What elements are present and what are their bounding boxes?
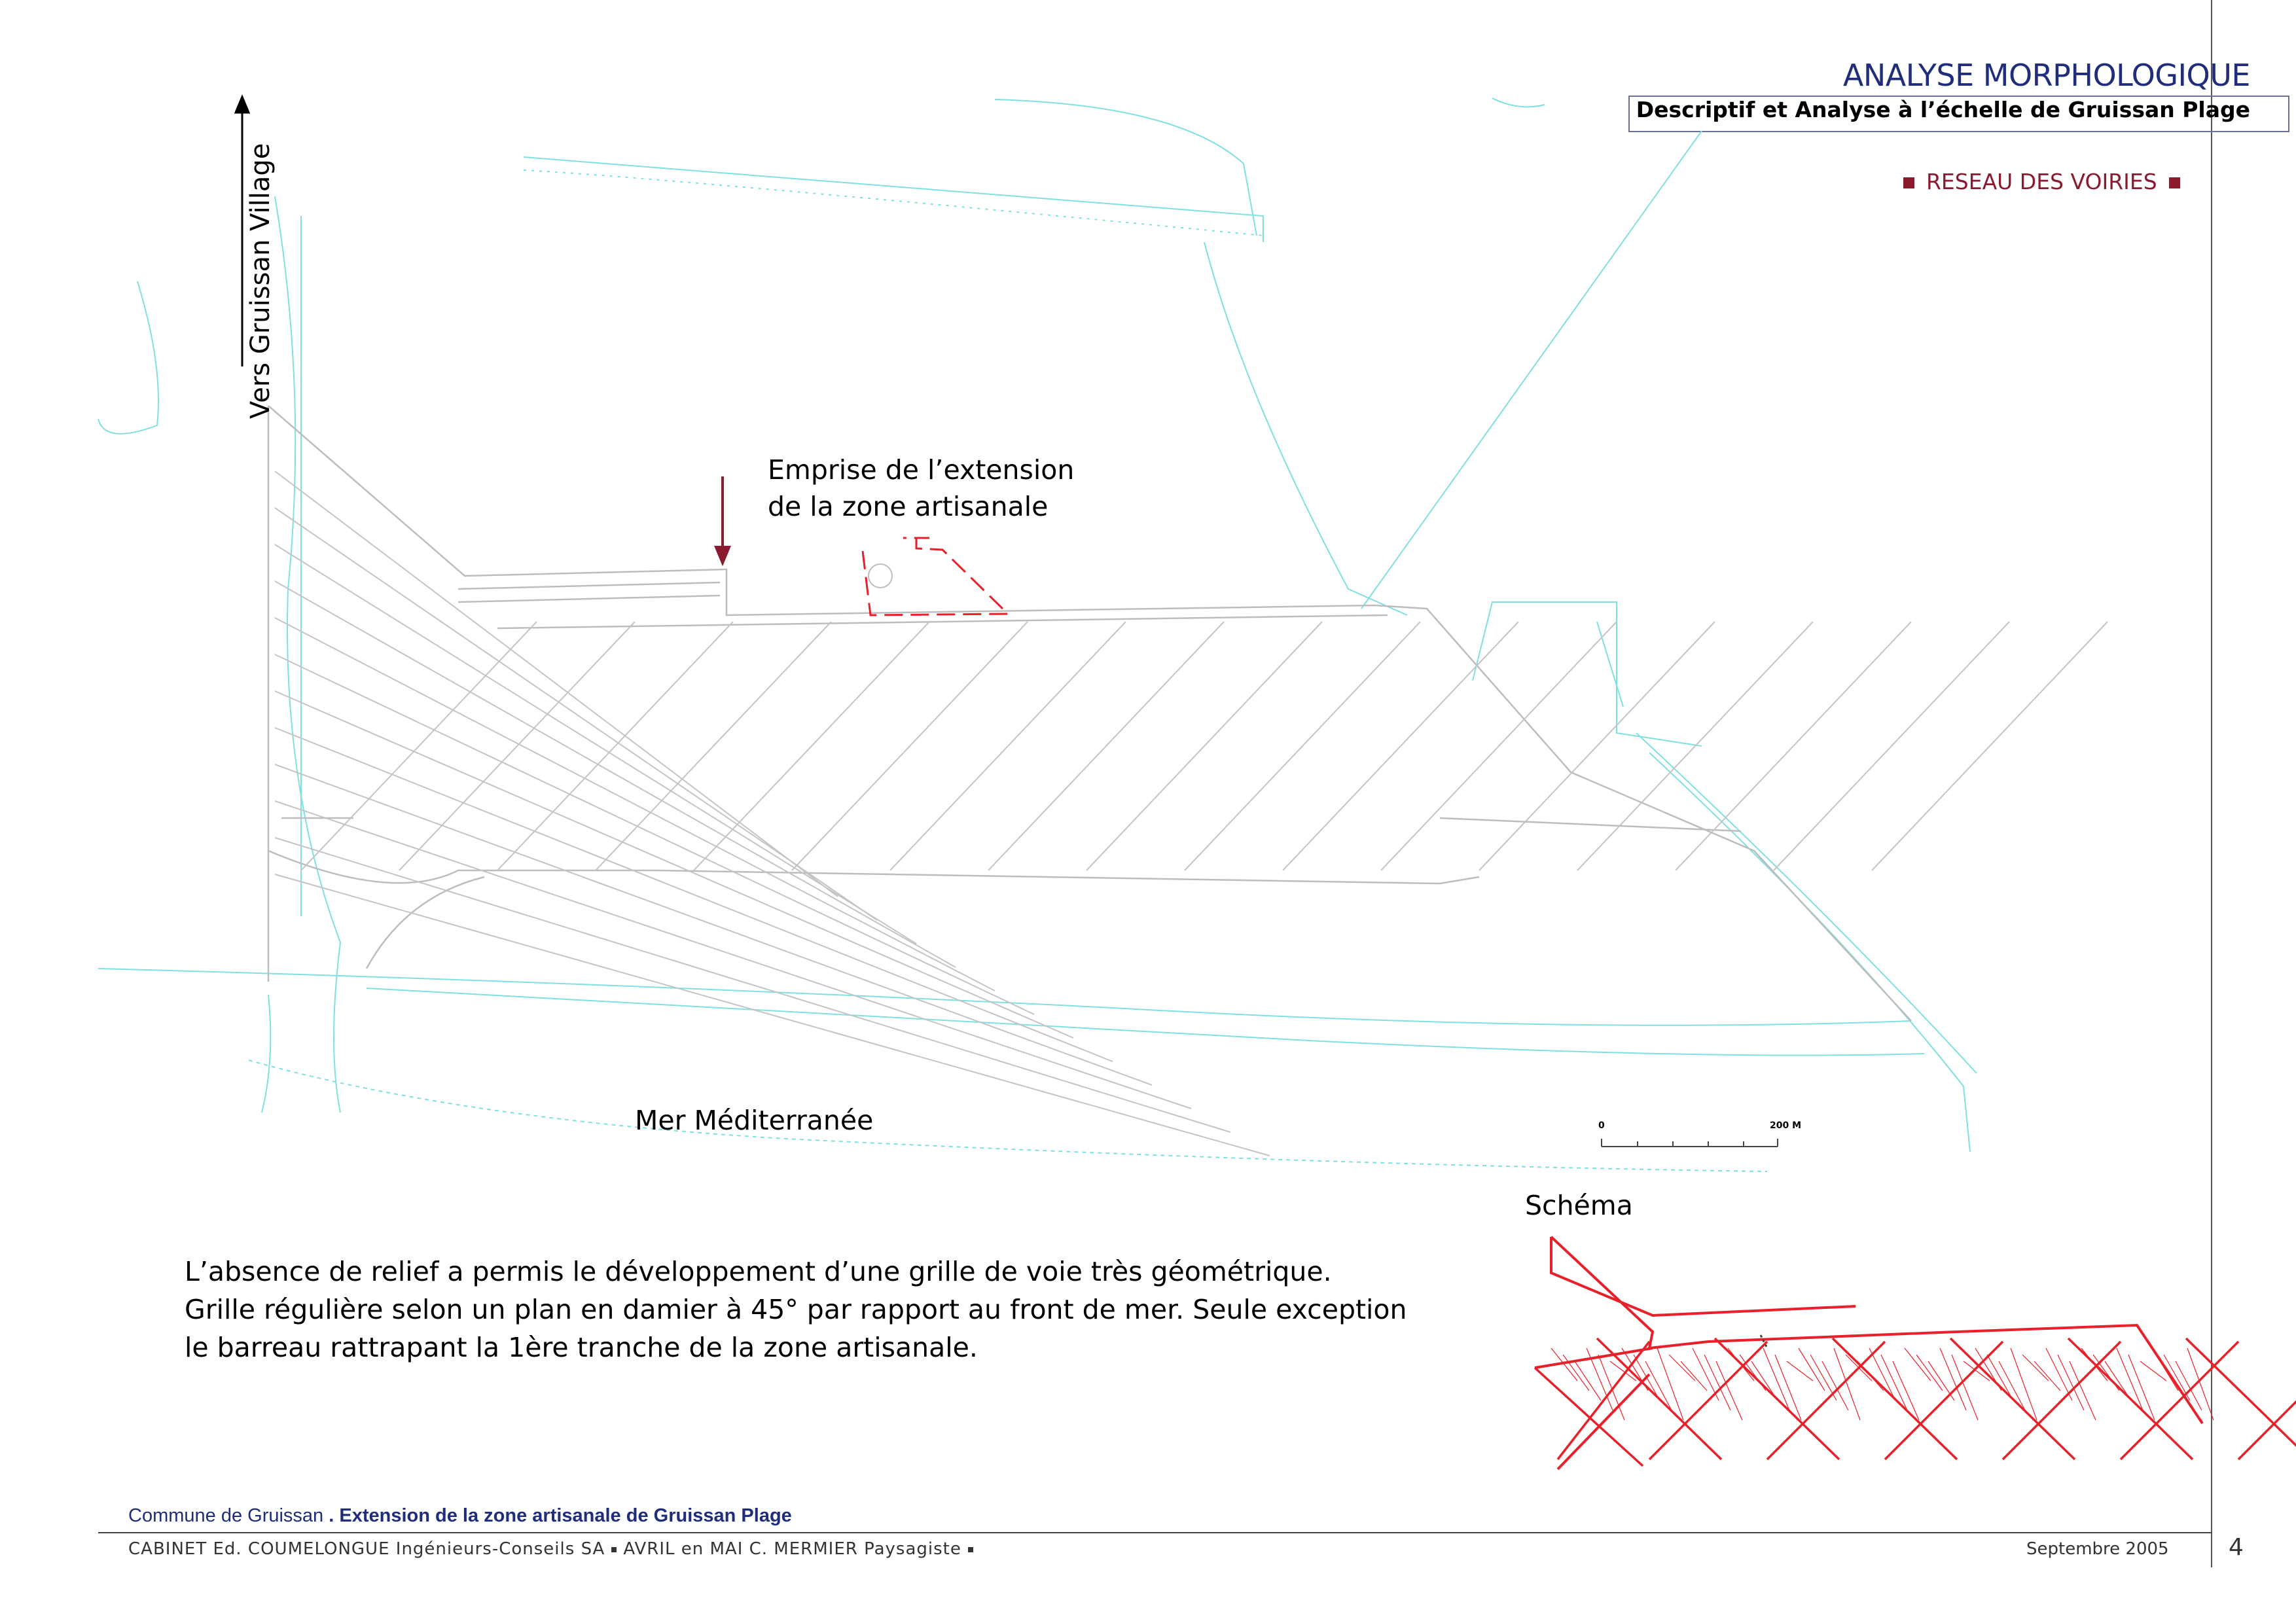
footer-separator: . [329, 1505, 340, 1526]
scale-end-label: 200 M [1770, 1120, 1802, 1131]
extension-zone [863, 538, 1008, 615]
footer-commune: Commune de Gruissan [128, 1505, 324, 1526]
road-line [1676, 622, 1911, 870]
road-line [497, 622, 733, 870]
schema-hatch-line [1787, 1361, 1813, 1381]
road-line [1185, 622, 1420, 870]
footer-credits-paysagiste: AVRIL en MAI C. MERMIER Paysagiste [623, 1539, 961, 1559]
road-line [301, 622, 537, 870]
section-tag-label: RESEAU DES VOIRIES [1926, 169, 2157, 194]
schema-hatch-line [1751, 1361, 1778, 1400]
road-line [275, 654, 1034, 1014]
schema-hatch-line [2093, 1355, 2119, 1391]
road-line [275, 838, 1230, 1132]
road-line [596, 622, 831, 870]
description-line2: Grille régulière selon un plan en damier à 45° par rapport au front de mer. Seule exception [185, 1294, 1407, 1325]
schema-road-line [1767, 1342, 1885, 1459]
schema-hatch-line [1857, 1361, 1884, 1391]
footer-credits [128, 1539, 980, 1559]
schema-hatch-line [1822, 1361, 1848, 1410]
roundabout [869, 564, 892, 588]
schema-road-line [2238, 1342, 2296, 1459]
road-line [275, 764, 1152, 1085]
schema-diagram [1535, 1237, 2202, 1469]
water-lines [98, 98, 1977, 1171]
page-title: ANALYSE MORPHOLOGIQUE [1842, 58, 2250, 93]
schema-road-line [1649, 1342, 1767, 1459]
schema-hatch-line [1999, 1361, 2025, 1410]
schema-road-line [2186, 1338, 2296, 1459]
page-number: 4 [2229, 1534, 2244, 1561]
schema-hatch-line [1598, 1355, 1624, 1420]
schema-hatch-line [1681, 1361, 1707, 1391]
road-line [1381, 622, 1617, 870]
schema-road-line [2121, 1342, 2238, 1459]
road-line [275, 581, 956, 967]
scale-start-label: 0 [1598, 1120, 1605, 1131]
road-line [694, 622, 929, 870]
schema-hatch-line [2046, 1348, 2072, 1400]
footer-project-line [128, 1505, 792, 1527]
schema-hatch-line [1799, 1348, 1825, 1391]
road-line [1283, 622, 1518, 870]
schema-hatch-line [1693, 1348, 1719, 1400]
page-subtitle: Descriptif et Analyse à l’échelle de Gruissan Plage [1636, 97, 2250, 122]
schema-road-line [2003, 1342, 2121, 1459]
schema-hatch-line [1905, 1348, 1931, 1381]
schema-hatch-line [1893, 1361, 1919, 1420]
road-line [792, 622, 1028, 870]
road-line [275, 544, 916, 944]
road-line [275, 801, 1191, 1109]
road-line [890, 622, 1126, 870]
road-line [1086, 622, 1322, 870]
road-grid [268, 406, 1911, 1021]
schema-hatch-line [1575, 1361, 1601, 1400]
schema-hatch-line [1928, 1361, 1954, 1400]
label-emprise-extension [768, 452, 1074, 525]
schema-hatch-line [1669, 1355, 1695, 1381]
schema-hatch-line [1881, 1355, 1907, 1410]
label-mer-mediterranee: Mer Méditerranée [635, 1105, 874, 1136]
road-line [275, 508, 877, 920]
road-line [1872, 622, 2108, 870]
schema-hatch-line [2164, 1355, 2190, 1400]
schema-hatch-line [1869, 1348, 1895, 1400]
label-emprise-line1: Emprise de l’extension [768, 454, 1075, 486]
footer-date: Septembre 2005 [2026, 1539, 2169, 1559]
square-bullet-icon [611, 1547, 617, 1552]
footer-project: Extension de la zone artisanale de Gruissan Plage [339, 1505, 792, 1526]
schema-hatch-line [2034, 1361, 2060, 1391]
road-line [1577, 622, 1813, 870]
arrow-down-icon [716, 476, 729, 563]
road-line [275, 691, 1073, 1038]
schema-hatch-line [2105, 1361, 2131, 1400]
description-line1: L’absence de relief a permis le développement d’une grille de voie très géométrique. [185, 1256, 1332, 1287]
road-line [1479, 622, 1715, 870]
schema-hatch-line [2187, 1348, 2214, 1420]
footer-rule [98, 1532, 2212, 1533]
schema-hatch-line [1622, 1348, 1648, 1391]
description-text [185, 1253, 1407, 1366]
schema-hatch-line [1645, 1361, 1672, 1410]
schema-hatch-line [1916, 1355, 1943, 1391]
schema-hatch-line [2022, 1355, 2049, 1381]
schema-title: Schéma [1525, 1190, 1633, 1221]
schema-hatch-line [1810, 1355, 1837, 1400]
road-line [1774, 622, 2009, 870]
schema-grid [1535, 1338, 2296, 1466]
schema-hatch-line [2152, 1348, 2178, 1391]
description-line3: le barreau rattrapant la 1ère tranche de la zone artisanale. [185, 1332, 978, 1363]
label-vers-gruissan-village: Vers Gruissan Village [245, 143, 276, 419]
road-line [988, 622, 1224, 870]
square-bullet-icon [968, 1547, 973, 1552]
scale-bar [1602, 1139, 1778, 1147]
footer-credits-cabinet: CABINET Ed. COUMELONGUE Ingénieurs-Conseils SA [128, 1539, 605, 1559]
schema-hatch-line [1834, 1348, 1860, 1420]
road-line [275, 728, 1113, 1061]
label-emprise-line2: de la zone artisanale [768, 491, 1049, 522]
road-line [275, 471, 838, 897]
schema-hatch-line [1740, 1355, 1766, 1391]
schema-hatching [1551, 1348, 2214, 1420]
